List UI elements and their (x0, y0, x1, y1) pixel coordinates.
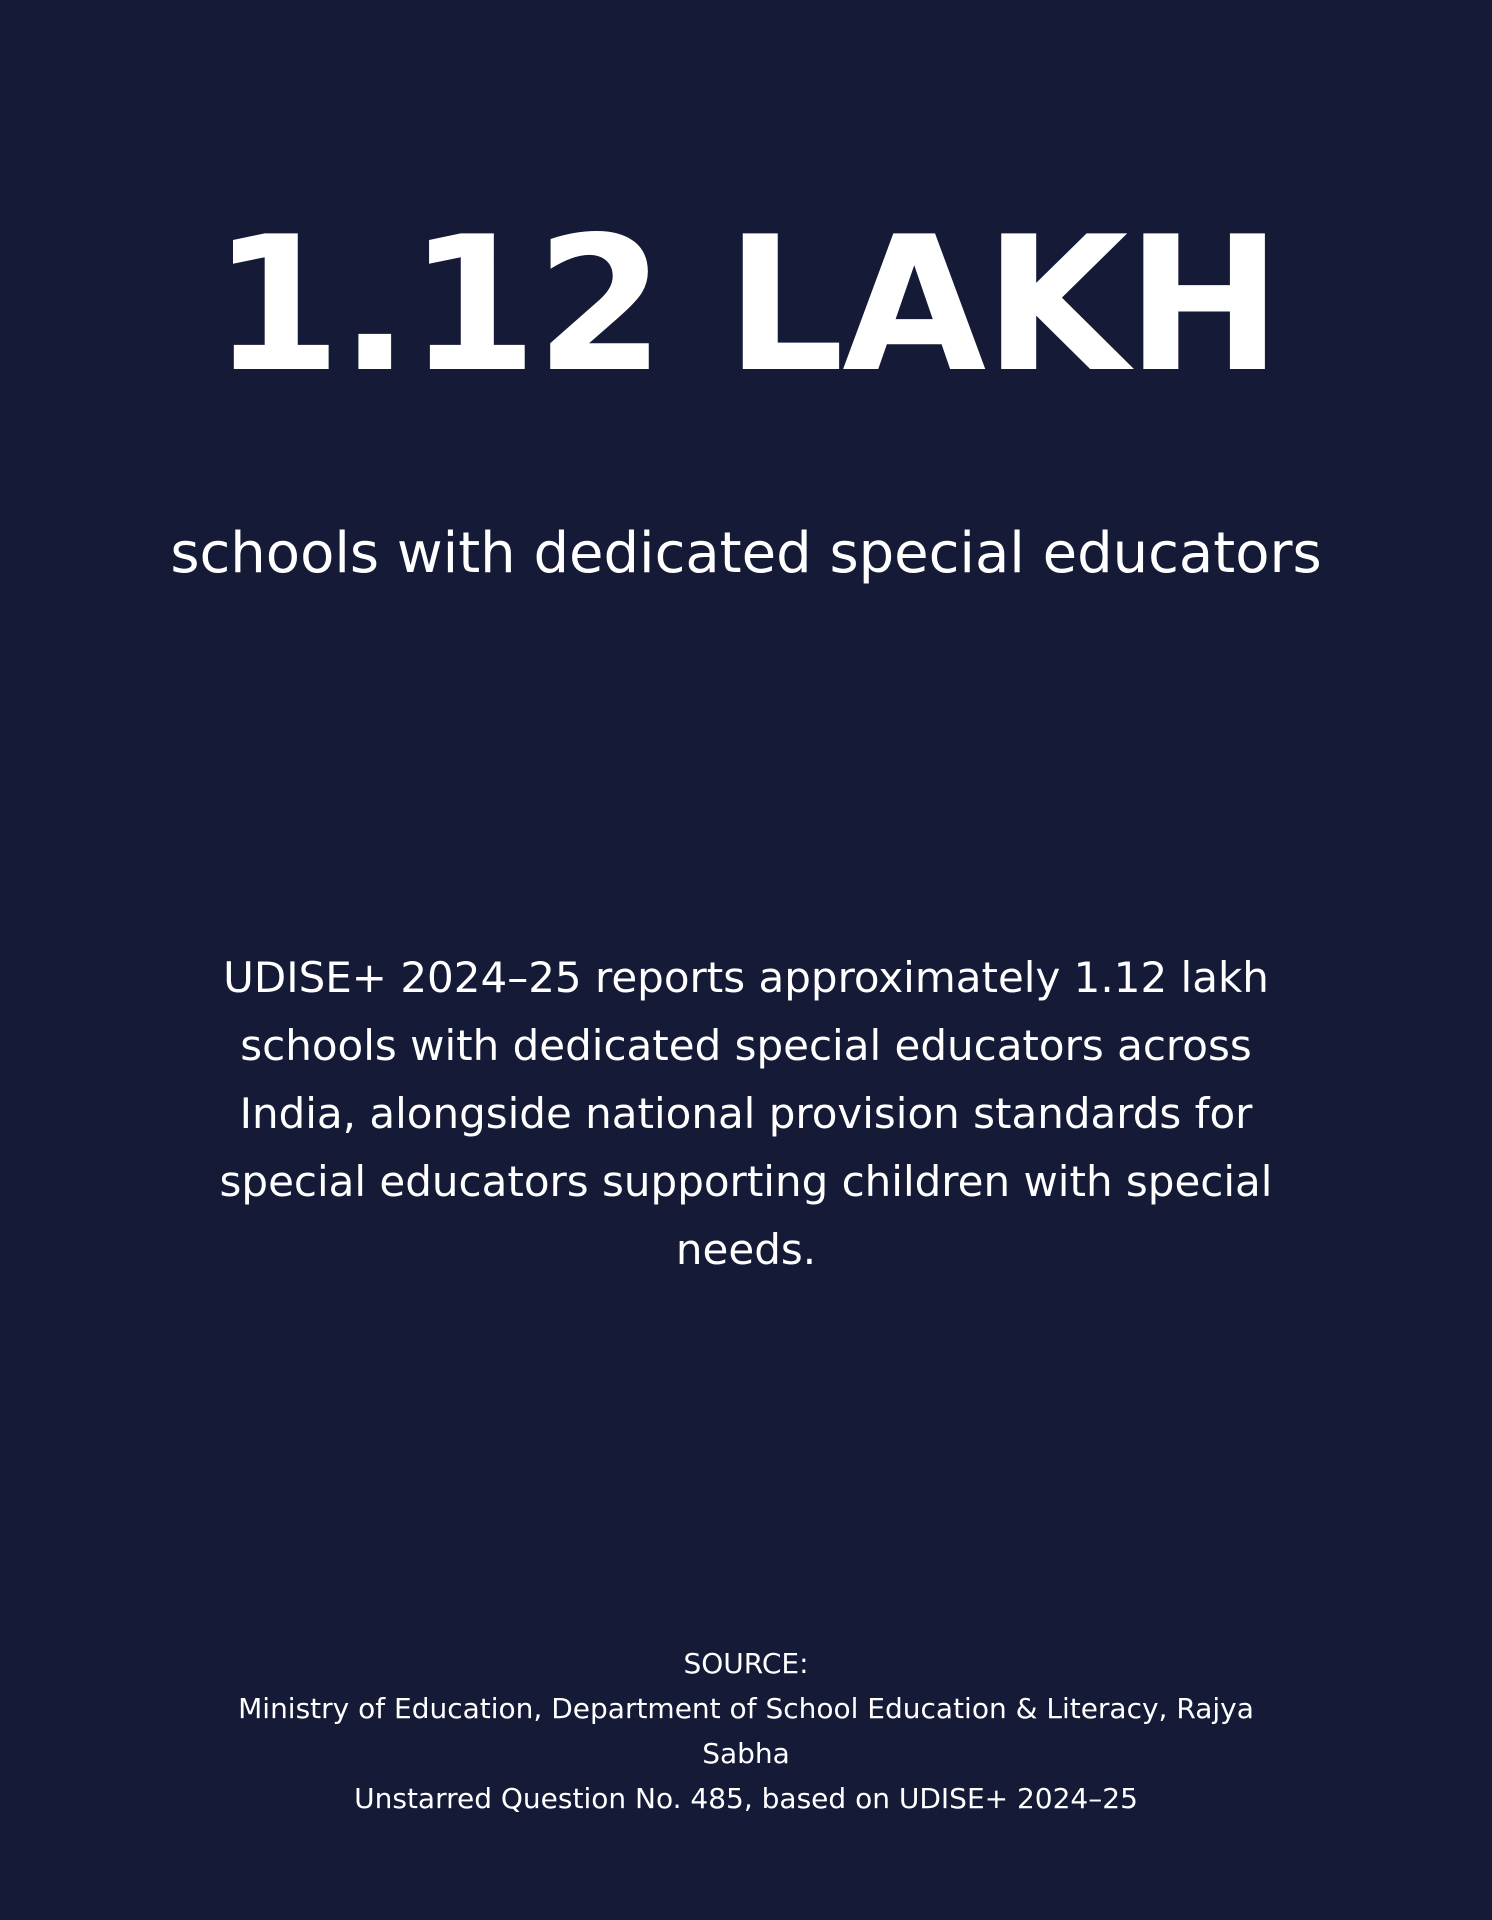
headline-stat: 1.12 LAKH (212, 196, 1280, 413)
subheadline: schools with dedicated special educators (170, 521, 1322, 586)
body-text: UDISE+ 2024–25 reports approximately 1.12 lakh schools with dedicated special educators across India, alongside national provision standards for special educators supporting children with special needs. (219, 953, 1273, 1274)
source-line-1: Ministry of Education, Department of School Education & Literacy, Rajya Sabha (238, 1692, 1254, 1770)
source-line-2: Unstarred Question No. 485, based on UDISE+ 2024–25 (354, 1782, 1138, 1815)
source-block (0, 1641, 1492, 1821)
source-label: SOURCE: (683, 1647, 809, 1680)
